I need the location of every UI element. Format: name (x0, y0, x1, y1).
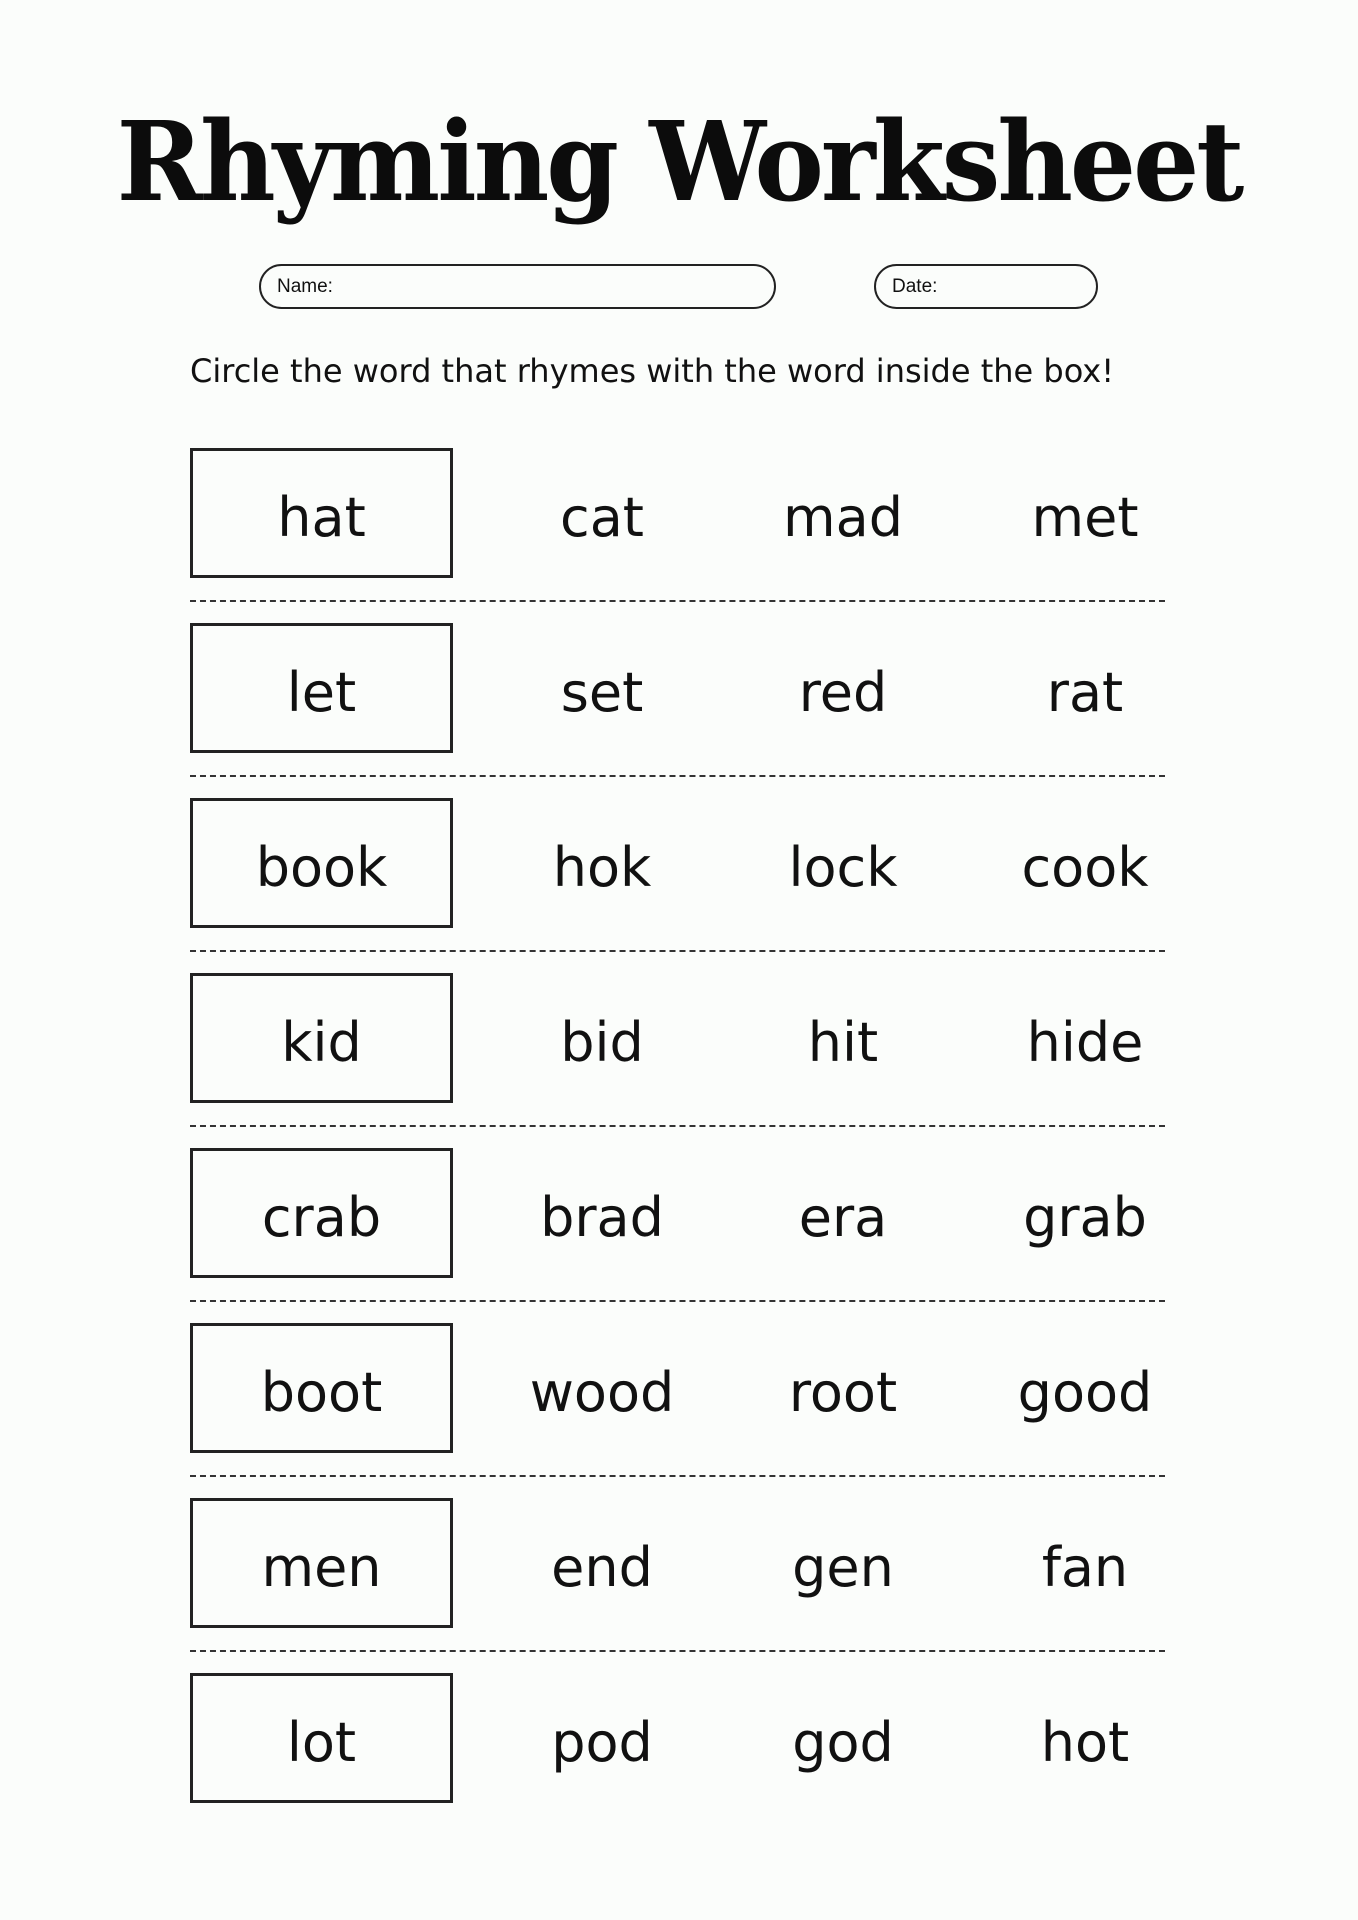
option-word[interactable]: root (788, 1360, 898, 1424)
option-word[interactable]: end (551, 1535, 653, 1599)
dashed-divider (190, 1300, 1165, 1302)
option-word[interactable]: bid (560, 1010, 644, 1074)
option-word[interactable]: wood (529, 1360, 675, 1424)
option-word[interactable]: mad (783, 485, 903, 549)
option-word[interactable]: red (798, 660, 888, 724)
rhyme-row (190, 623, 1165, 798)
target-word-box: let (190, 623, 453, 753)
date-field[interactable] (874, 264, 1098, 309)
name-field-label: Name: (277, 275, 333, 297)
target-word-box: hat (190, 448, 453, 578)
rhyme-row (190, 1323, 1165, 1498)
instructions: Circle the word that rhymes with the word inside the box! (190, 352, 1115, 390)
rhyme-row (190, 1148, 1165, 1323)
rhyme-row (190, 1498, 1165, 1673)
option-word[interactable]: grab (1023, 1185, 1147, 1249)
target-word-box: book (190, 798, 453, 928)
option-word[interactable]: set (560, 660, 644, 724)
target-word-box: kid (190, 973, 453, 1103)
name-field[interactable] (259, 264, 776, 309)
option-word[interactable]: hok (552, 835, 652, 899)
target-word-box: men (190, 1498, 453, 1628)
option-word[interactable]: brad (540, 1185, 664, 1249)
option-word[interactable]: era (798, 1185, 888, 1249)
option-word[interactable]: rat (1046, 660, 1124, 724)
target-word-box: lot (190, 1673, 453, 1803)
option-word[interactable]: lock (788, 835, 898, 899)
target-word-box: boot (190, 1323, 453, 1453)
option-word[interactable]: hide (1026, 1010, 1144, 1074)
dashed-divider (190, 1650, 1165, 1652)
dashed-divider (190, 1475, 1165, 1477)
option-word[interactable]: pod (551, 1710, 653, 1774)
dashed-divider (190, 1125, 1165, 1127)
option-word[interactable]: god (792, 1710, 894, 1774)
option-word[interactable]: hot (1040, 1710, 1130, 1774)
target-word-box: crab (190, 1148, 453, 1278)
rhyme-row (190, 1673, 1165, 1848)
option-word[interactable]: cook (1021, 835, 1149, 899)
dashed-divider (190, 600, 1165, 602)
date-field-label: Date: (892, 275, 938, 297)
rhyme-row (190, 798, 1165, 973)
option-word[interactable]: fan (1041, 1535, 1129, 1599)
rhyme-row (190, 448, 1165, 623)
dashed-divider (190, 775, 1165, 777)
option-word[interactable]: gen (792, 1535, 894, 1599)
option-word[interactable]: hit (807, 1010, 879, 1074)
dashed-divider (190, 950, 1165, 952)
rhyme-row (190, 973, 1165, 1148)
page-title: Rhyming Worksheet (116, 96, 1242, 227)
rhyme-rows (190, 448, 1165, 1848)
option-word[interactable]: good (1017, 1360, 1153, 1424)
option-word[interactable]: met (1031, 485, 1139, 549)
option-word[interactable]: cat (560, 485, 644, 549)
